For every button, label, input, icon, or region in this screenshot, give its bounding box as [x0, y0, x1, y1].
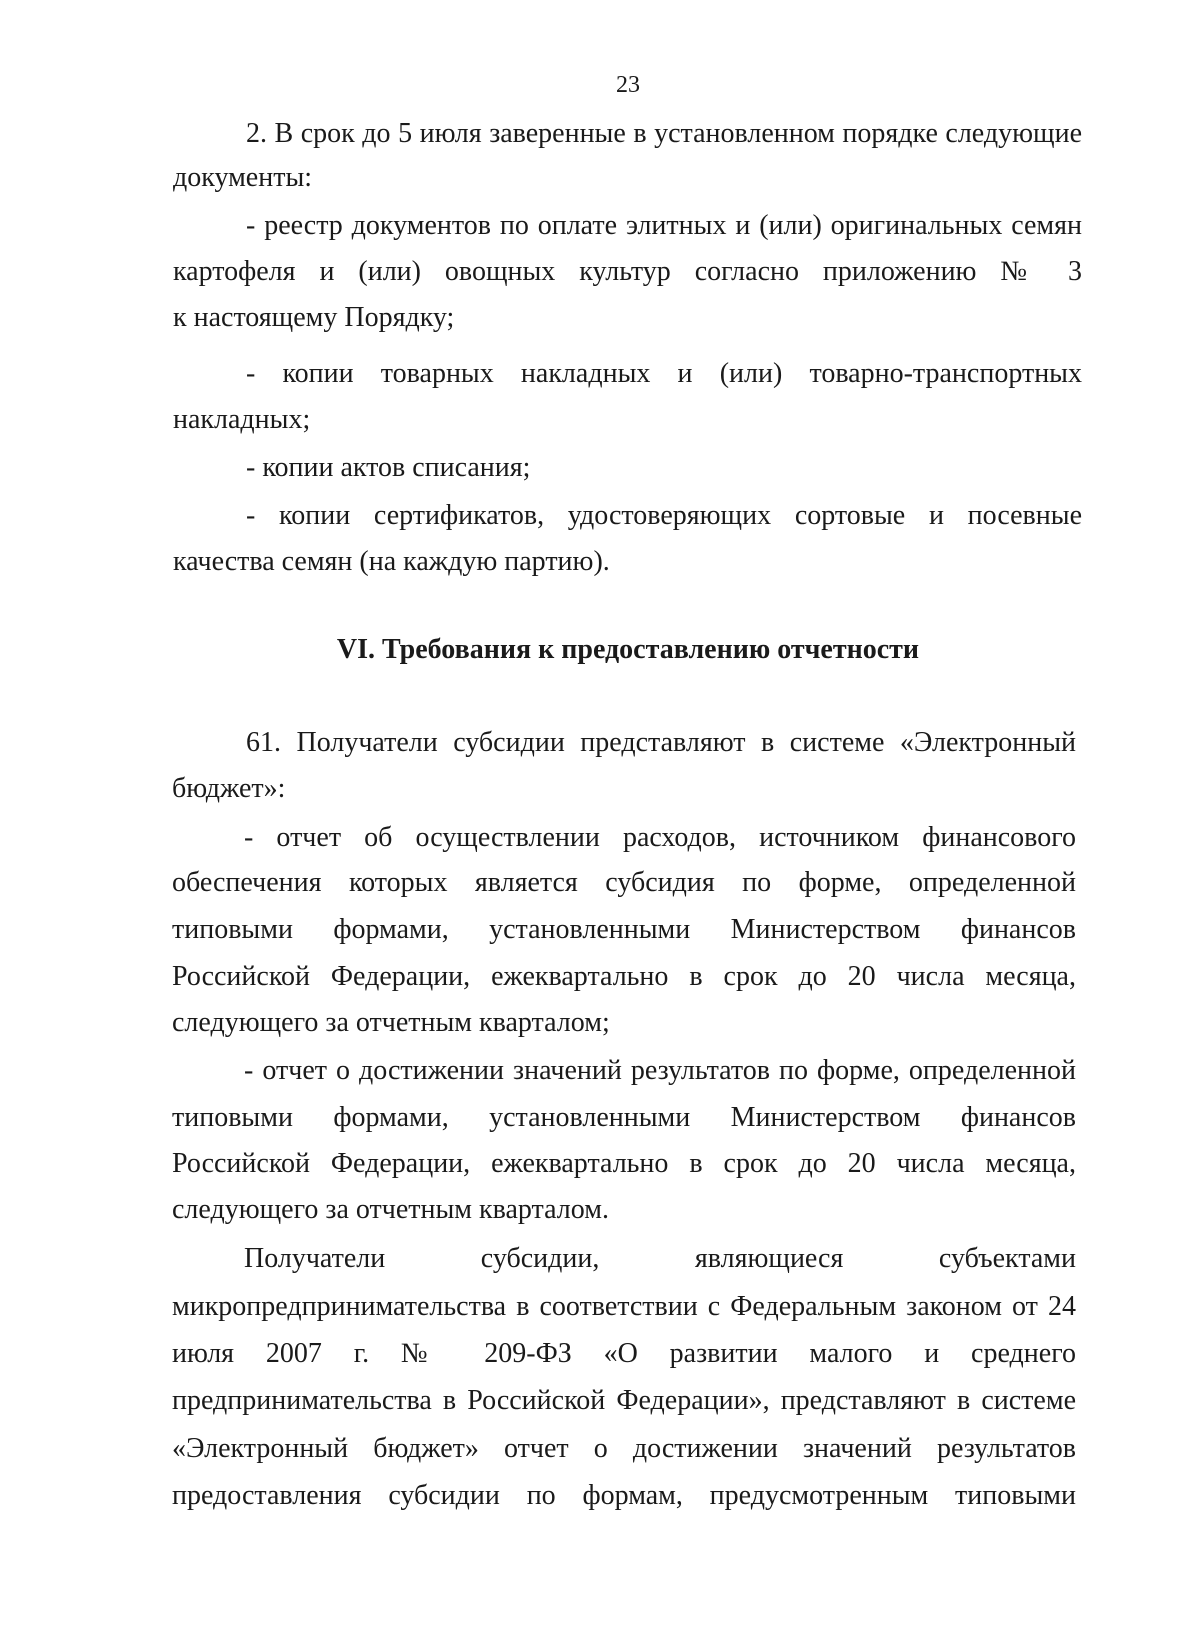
item-results-report-line-1: - отчет о достижении значений результатов по форме, определенной	[244, 1055, 1076, 1086]
paragraph-micro-line-4: предпринимательства в Российской Федерации», представляют в системе	[172, 1385, 1076, 1416]
item-results-report-line-4: следующего за отчетным кварталом.	[172, 1194, 609, 1225]
item-write-off-line-1: - копии актов списания;	[246, 452, 531, 483]
paragraph-micro-line-2: микропредпринимательства в соответствии с Федеральным законом от 24	[172, 1291, 1076, 1322]
item-expenses-report-line-5: следующего за отчетным кварталом;	[172, 1007, 610, 1038]
paragraph-micro-line-5: «Электронный бюджет» отчет о достижении значений результатов	[172, 1433, 1076, 1464]
item-results-report-line-3: Российской Федерации, ежеквартально в срок до 20 числа месяца,	[172, 1148, 1076, 1179]
paragraph-2-line-2: документы:	[173, 162, 313, 193]
paragraph-61-line-1: 61. Получатели субсидии представляют в системе «Электронный	[246, 727, 1076, 758]
item-invoices-line-1: - копии товарных накладных и (или) товарно-транспортных	[246, 358, 1082, 389]
item-expenses-report-line-4: Российской Федерации, ежеквартально в срок до 20 числа месяца,	[172, 961, 1076, 992]
item-registry-line-2: картофеля и (или) овощных культур согласно приложению № 3	[173, 256, 1082, 287]
paragraph-61-line-2: бюджет»:	[172, 773, 286, 804]
paragraph-micro-line-1: Получатели субсидии, являющиеся субъектами	[244, 1243, 1076, 1274]
item-registry-line-1: - реестр документов по оплате элитных и (или) оригинальных семян	[246, 210, 1082, 241]
item-invoices-line-2: накладных;	[173, 404, 311, 435]
item-registry-line-3: к настоящему Порядку;	[173, 302, 455, 333]
item-expenses-report-line-2: обеспечения которых является субсидия по форме, определенной	[172, 867, 1076, 898]
section-heading: VI. Требования к предоставлению отчетности	[336, 634, 920, 665]
item-expenses-report-line-1: - отчет об осуществлении расходов, источником финансового	[244, 822, 1076, 853]
item-results-report-line-2: типовыми формами, установленными Министерством финансов	[172, 1102, 1076, 1133]
item-certificates-line-1: - копии сертификатов, удостоверяющих сортовые и посевные	[246, 500, 1082, 531]
item-certificates-line-2: качества семян (на каждую партию).	[173, 546, 610, 577]
paragraph-micro-line-6: предоставления субсидии по формам, предусмотренным типовыми	[172, 1480, 1076, 1511]
item-expenses-report-line-3: типовыми формами, установленными Министерством финансов	[172, 914, 1076, 945]
page-number: 23	[616, 72, 640, 98]
paragraph-2-line-1: 2. В срок до 5 июля заверенные в установленном порядке следующие	[246, 118, 1082, 149]
paragraph-micro-line-3: июля 2007 г. № 209-ФЗ «О развитии малого и среднего	[172, 1338, 1076, 1369]
